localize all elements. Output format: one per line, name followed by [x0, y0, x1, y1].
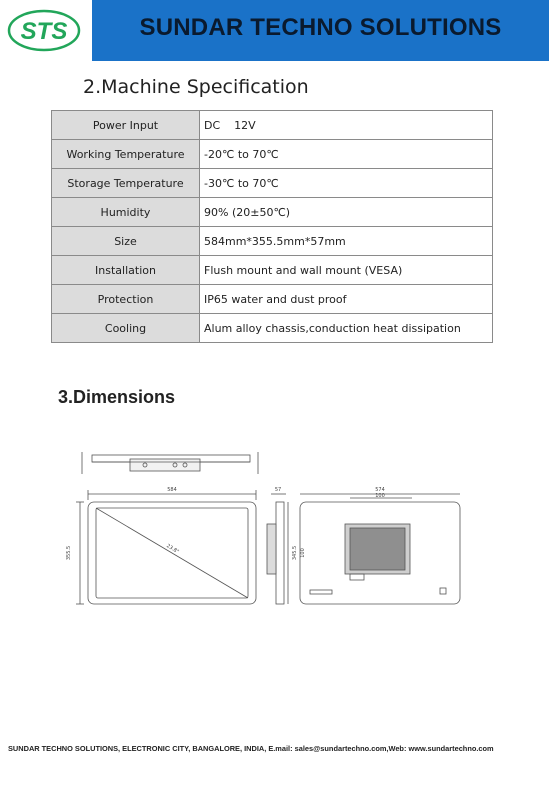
- dim-label: 584: [167, 487, 177, 493]
- spec-table: [51, 110, 493, 343]
- dim-label: 100: [300, 548, 306, 558]
- table-row: [52, 285, 493, 314]
- spec-label: Installation: [52, 256, 200, 285]
- spec-section-title: 2.Machine Specification: [83, 76, 309, 98]
- spec-label: Storage Temperature: [52, 169, 200, 198]
- spec-value: -30℃ to 70℃: [200, 169, 493, 198]
- dim-label: 355.5: [66, 545, 72, 561]
- dim-label: 574: [375, 487, 385, 493]
- spec-label: Cooling: [52, 314, 200, 343]
- table-row: [52, 169, 493, 198]
- table-row: [52, 256, 493, 285]
- spec-value: DC 12V: [200, 111, 493, 140]
- spec-value: Flush mount and wall mount (VESA): [200, 256, 493, 285]
- dimension-drawing: [60, 440, 490, 615]
- dim-label: 345.5: [292, 545, 298, 561]
- dim-label: 23.8": [165, 543, 180, 556]
- spec-value: -20℃ to 70℃: [200, 140, 493, 169]
- logo-text: STS: [20, 18, 68, 45]
- header-banner: [92, 0, 549, 61]
- spec-label: Protection: [52, 285, 200, 314]
- table-row: [52, 314, 493, 343]
- dim-label: 57: [274, 487, 282, 493]
- page-header: [0, 0, 549, 61]
- company-name: SUNDAR TECHNO SOLUTIONS: [139, 14, 502, 41]
- spec-label: Size: [52, 227, 200, 256]
- spec-label: Power Input: [52, 111, 200, 140]
- spec-label: Working Temperature: [52, 140, 200, 169]
- dim-label: 100: [375, 493, 385, 499]
- dimensions-section-title: 3.Dimensions: [58, 387, 176, 407]
- spec-value: Alum alloy chassis,conduction heat dissipation: [200, 314, 493, 343]
- top-view: [82, 452, 258, 474]
- spec-value: IP65 water and dust proof: [200, 285, 493, 314]
- table-row: [52, 111, 493, 140]
- logo: [0, 0, 92, 61]
- table-row: [52, 140, 493, 169]
- spec-label: Humidity: [52, 198, 200, 227]
- table-row: [52, 198, 493, 227]
- back-view: [300, 494, 460, 604]
- footer-contact: SUNDAR TECHNO SOLUTIONS, ELECTRONIC CITY, BANGALORE, INDIA, E.mail: sales@sundartechno.com,Web: www.sundartechno.com: [8, 744, 494, 753]
- table-row: [52, 227, 493, 256]
- side-view: [267, 494, 288, 604]
- spec-value: 90% (20±50℃): [200, 198, 493, 227]
- logo-icon: [7, 9, 81, 52]
- spec-value: 584mm*355.5mm*57mm: [200, 227, 493, 256]
